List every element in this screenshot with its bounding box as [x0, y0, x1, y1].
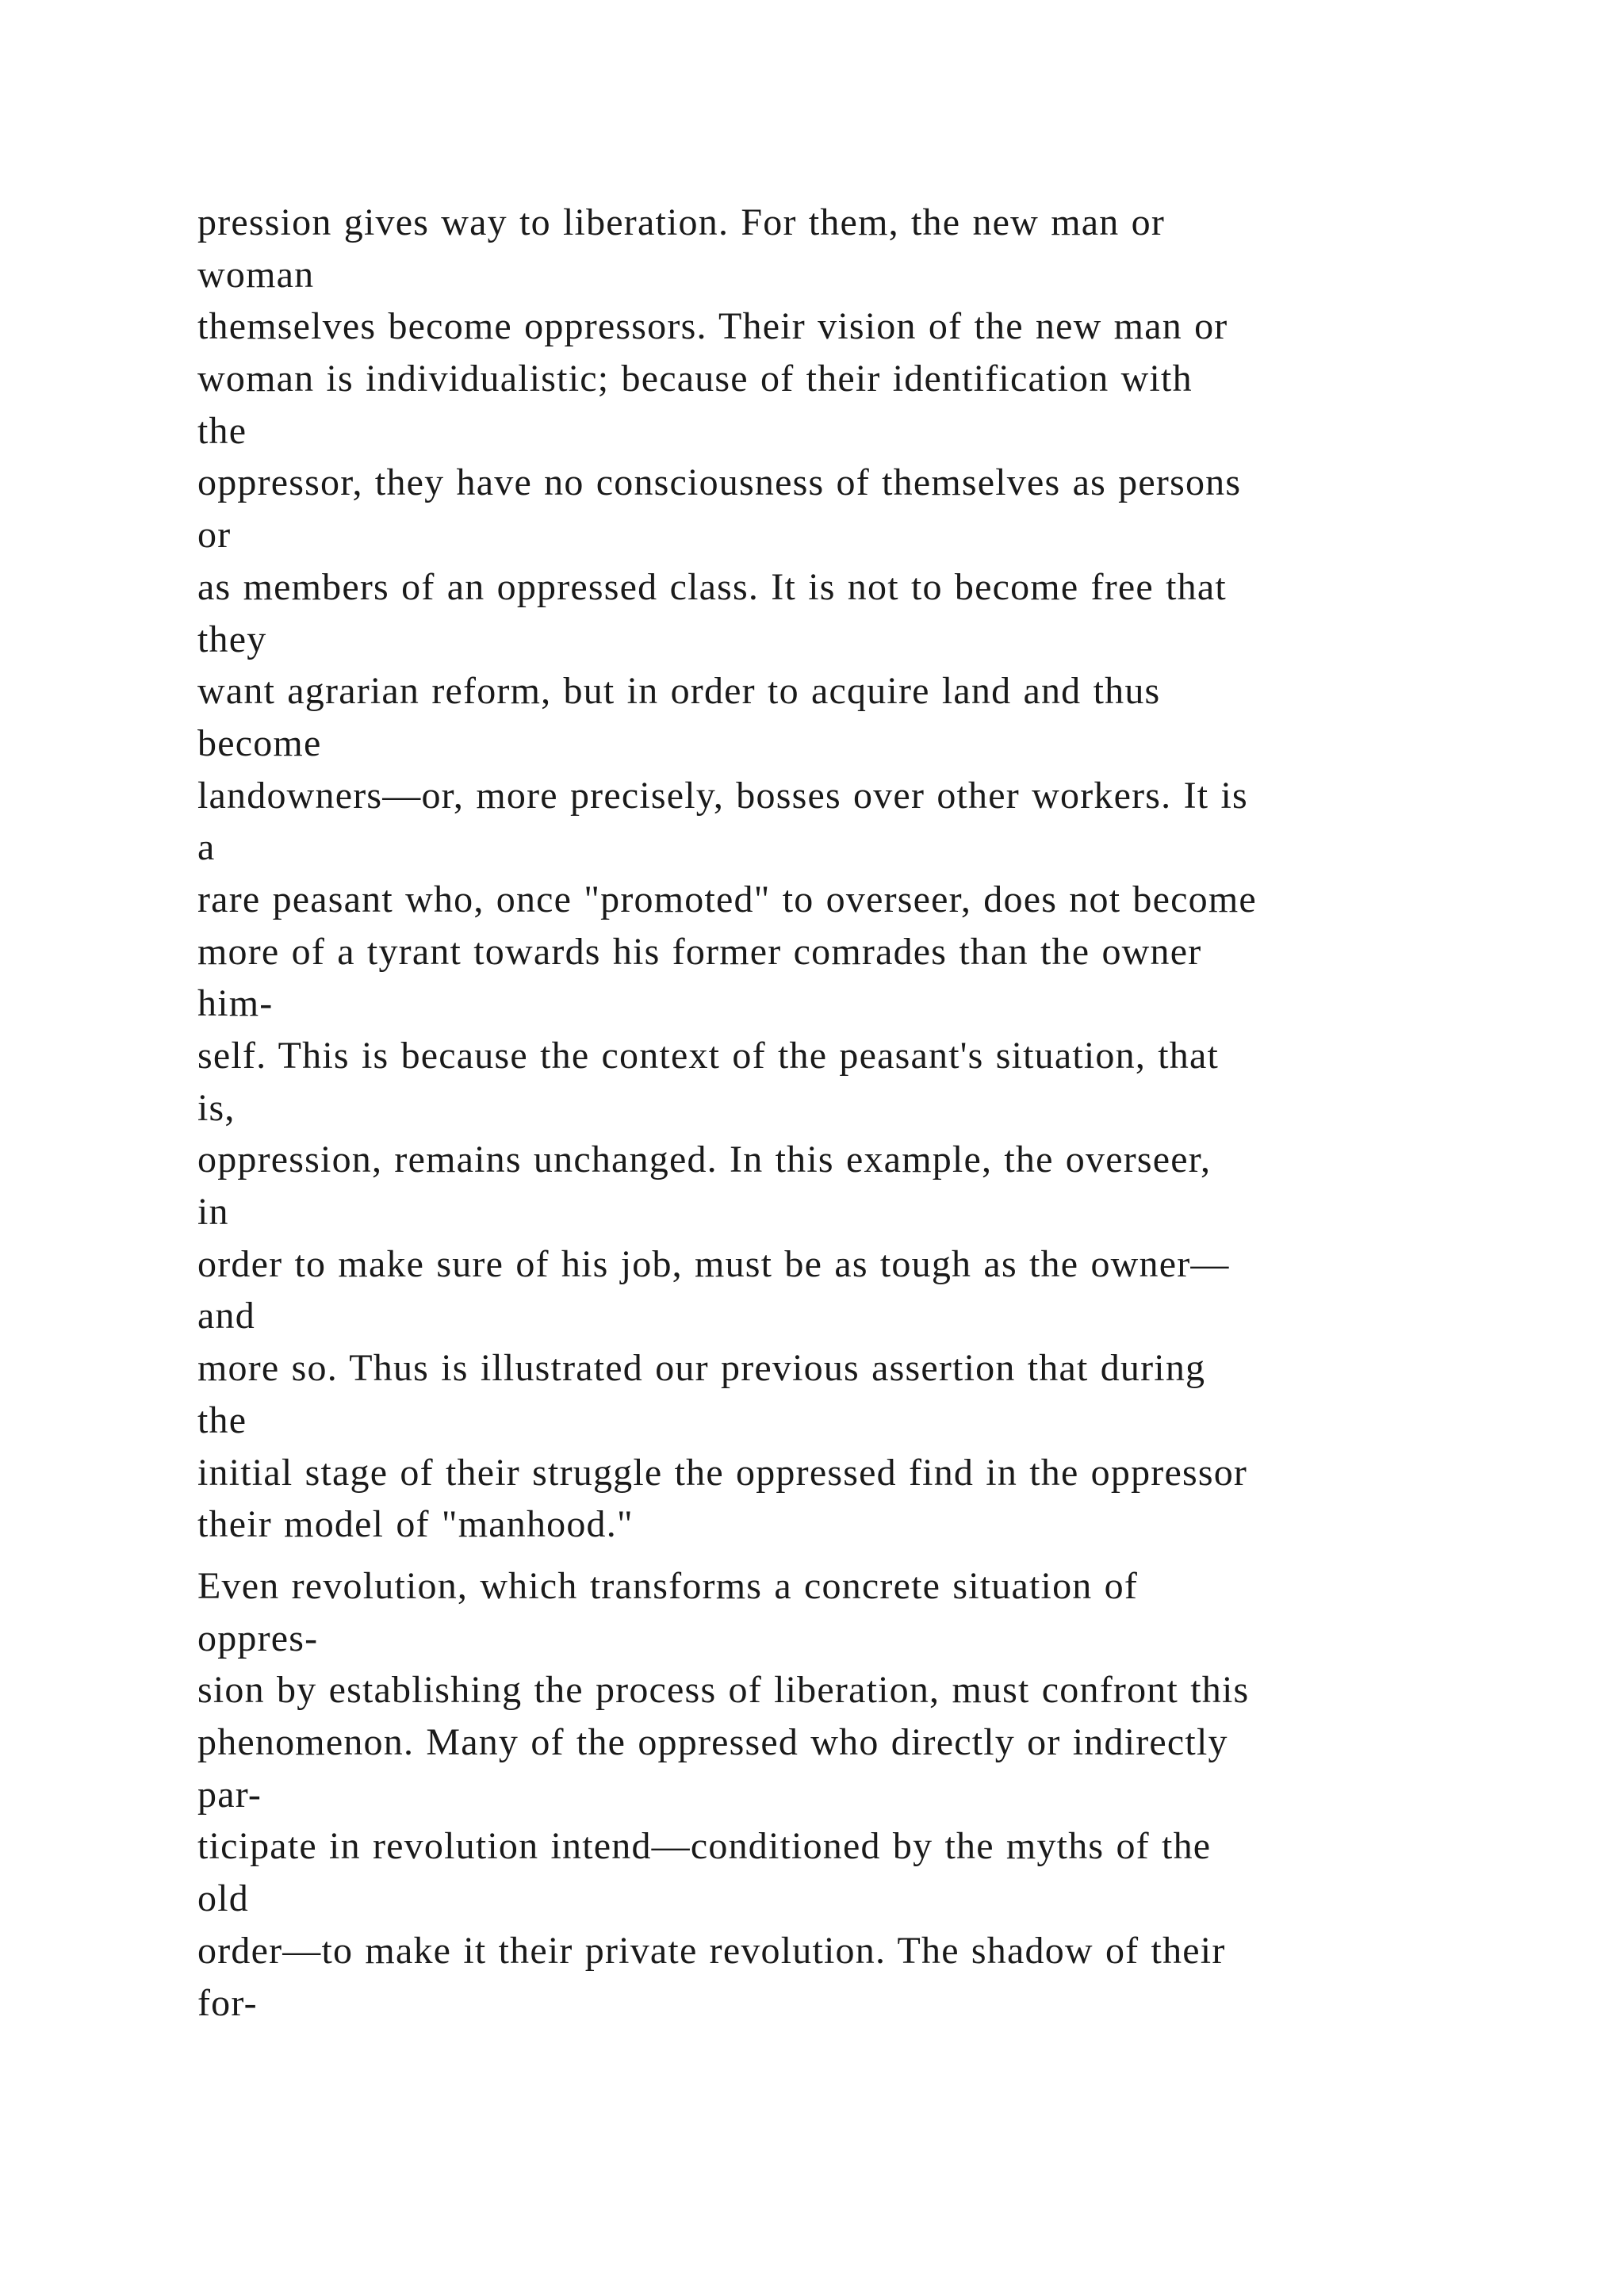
text-line: pression gives way to liberation. For them, the new man or: [197, 201, 1166, 243]
text-line: old: [197, 1877, 249, 1920]
text-line: become: [197, 721, 322, 764]
text-line: order to make sure of his job, must be as tough as the owner—: [197, 1242, 1230, 1285]
text-line: the: [197, 1399, 247, 1441]
text-line: themselves become oppressors. Their vision of the new man or: [197, 305, 1228, 348]
text-line: as members of an oppressed class. It is not to become free that: [197, 565, 1227, 608]
text-line: want agrarian reform, but in order to acquire land and thus: [197, 670, 1161, 713]
text-line: oppressor, they have no consciousness of themselves as persons: [197, 461, 1242, 504]
text-line: rare peasant who, once "promoted" to overseer, does not become: [197, 878, 1257, 920]
text-line: for-: [197, 1981, 258, 2024]
text-line: Even revolution, which transforms a concrete situation of: [197, 1565, 1139, 1607]
text-line: oppression, remains unchanged. In this example, the overseer,: [197, 1138, 1212, 1181]
text-line: phenomenon. Many of the oppressed who directly or indirectly: [197, 1721, 1228, 1764]
text-line: a: [197, 826, 216, 869]
text-line: landowners—or, more precisely, bosses over other workers. It is: [197, 774, 1248, 817]
text-line: is,: [197, 1086, 236, 1129]
text-line: oppres-: [197, 1617, 319, 1659]
text-line: self. This is because the context of the peasant's situation, that: [197, 1035, 1219, 1077]
text-line: the: [197, 409, 247, 452]
text-line: or: [197, 514, 232, 557]
text-line: woman: [197, 253, 315, 296]
text-line: more so. Thus is illustrated our previous assertion that during: [197, 1347, 1206, 1390]
text-line: order—to make it their private revolution. The shadow of their: [197, 1929, 1226, 1972]
text-line: sion by establishing the process of liberation, must confront this: [197, 1669, 1250, 1712]
text-line: and: [197, 1295, 255, 1337]
paragraph-2: [197, 1560, 1545, 2029]
paragraph-1: [197, 197, 1545, 1551]
text-line: ticipate in revolution intend—conditioned by the myths of the: [197, 1825, 1212, 1868]
text-line: they: [197, 618, 267, 660]
text-line: initial stage of their struggle the oppressed find in the oppressor: [197, 1451, 1248, 1494]
text-line: more of a tyrant towards his former comrades than the owner: [197, 930, 1202, 973]
text-line: their model of "manhood.": [197, 1503, 634, 1546]
text-line: in: [197, 1191, 229, 1234]
text-line: him-: [197, 982, 274, 1025]
text-line: par-: [197, 1773, 262, 1816]
text-line: woman is individualistic; because of their identification with: [197, 358, 1193, 400]
